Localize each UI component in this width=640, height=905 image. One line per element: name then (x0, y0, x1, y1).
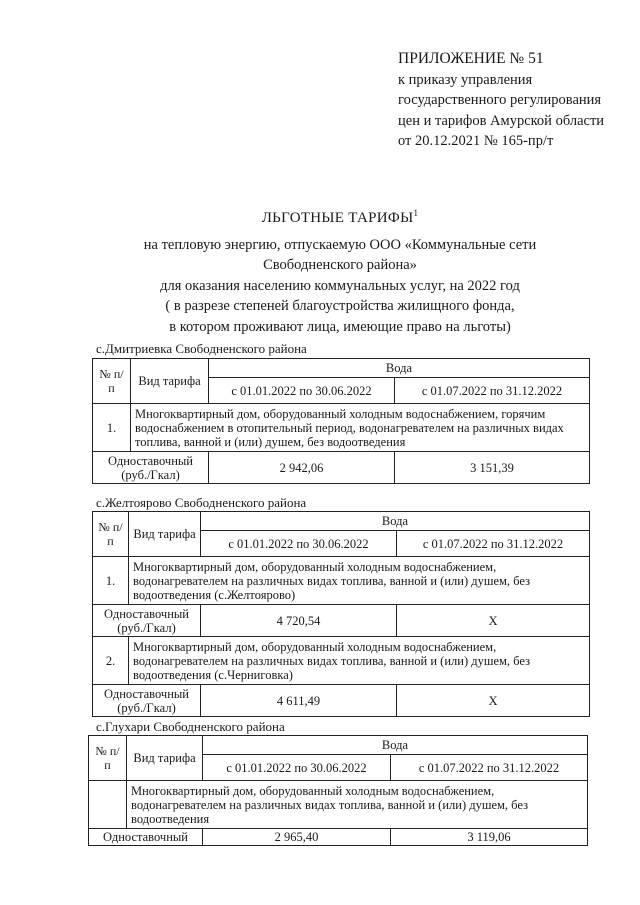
appendix-line: к приказу управления (398, 71, 533, 88)
tariff-value-period-1: 2 965,40 (203, 829, 391, 846)
row-description: Многоквартирный дом, оборудованный холодным водоснабжением, горячим водоснабжением в отопительный период, водонагревателем на различных видах топлива, ванной и (или) душем, без водоотведения (131, 404, 590, 452)
tariff-type: Одноставочный (89, 829, 203, 846)
location-label: с.Дмитриевка Свободненского района (96, 341, 307, 356)
header-type: Вид тарифа (129, 512, 201, 557)
location-label: с.Глухари Свободненского района (96, 719, 285, 734)
header-num: № п/п (93, 512, 129, 557)
header-water: Вода (209, 359, 590, 378)
appendix-line: государственного регулирования (398, 92, 602, 108)
header-water: Вода (201, 512, 590, 531)
appendix-title: ПРИЛОЖЕНИЕ № 51 (398, 50, 544, 67)
location-label: с.Желтоярово Свободненского района (96, 495, 307, 510)
tariff-type: Одноставочный (руб./Гкал) (93, 685, 201, 717)
appendix-date: от 20.12.2021 № 165-пр/т (398, 133, 554, 149)
title-subline: ( в разрезе степеней благоустройства жилищного фонда, (165, 298, 515, 314)
tariff-value-period-1: 2 942,06 (209, 452, 395, 484)
row-description: Многоквартирный дом, оборудованный холодным водоснабжением, водонагревателем на различных видах топлива, ванной и (или) душем, без водоотведения (с.Желтоярово) (129, 557, 590, 605)
footnote-marker: 1 (413, 208, 419, 218)
header-num: № п/п (89, 736, 127, 781)
header-period-2: с 01.07.2022 по 31.12.2022 (395, 378, 590, 404)
document-title: ЛЬГОТНЫЕ ТАРИФЫ$^1$ (261, 208, 419, 226)
tariff-value-period-2: 3 119,06 (391, 829, 588, 846)
header-num: № п/п (93, 359, 131, 404)
header-period-2: с 01.07.2022 по 31.12.2022 (391, 755, 588, 781)
title-subline: на тепловую энергию, отпускаемую ООО «Коммунальные сети (143, 236, 537, 253)
title-subline: в котором проживают лица, имеющие право на льготы) (169, 318, 511, 335)
row-description: Многоквартирный дом, оборудованный холодным водоснабжением, водонагревателем на различных видах топлива, ванной и (или) душем, без водоотведения (с.Черниговка) (129, 637, 590, 685)
tariff-table (88, 735, 588, 846)
tariff-table (92, 358, 590, 484)
tariff-type: Одноставочный (руб./Гкал) (93, 605, 201, 637)
header-period-1: с 01.01.2022 по 30.06.2022 (203, 755, 391, 781)
tariff-value-period-2: Х (397, 685, 590, 717)
row-number: 1. (93, 557, 129, 605)
header-type: Вид тарифа (127, 736, 203, 781)
header-water: Вода (203, 736, 588, 755)
row-number (89, 781, 127, 829)
tariff-value-period-2: Х (397, 605, 590, 637)
header-period-1: с 01.01.2022 по 30.06.2022 (209, 378, 395, 404)
tariff-type: Одноставочный (руб./Гкал) (93, 452, 209, 484)
row-number: 1. (93, 404, 131, 452)
tariff-value-period-1: 4 720,54 (201, 605, 397, 637)
title-subline: для оказания населению коммунальных услуг, на 2022 год (160, 277, 520, 294)
appendix-line: цен и тарифов Амурской области (398, 112, 605, 129)
appendix-header (398, 49, 604, 152)
tariff-value-period-2: 3 151,39 (395, 452, 590, 484)
header-type: Вид тарифа (131, 359, 209, 404)
header-period-2: с 01.07.2022 по 31.12.2022 (397, 531, 590, 557)
tariff-value-period-1: 4 611,49 (201, 685, 397, 717)
title-subline: Свободненского района» (263, 257, 417, 273)
document-title-block (60, 203, 620, 337)
row-description: Многоквартирный дом, оборудованный холодным водоснабжением, водонагревателем на различных видах топлива, ванной и (или) душем, без водоотведения (127, 781, 588, 829)
header-period-1: с 01.01.2022 по 30.06.2022 (201, 531, 397, 557)
row-number: 2. (93, 637, 129, 685)
tariff-table (92, 511, 590, 717)
